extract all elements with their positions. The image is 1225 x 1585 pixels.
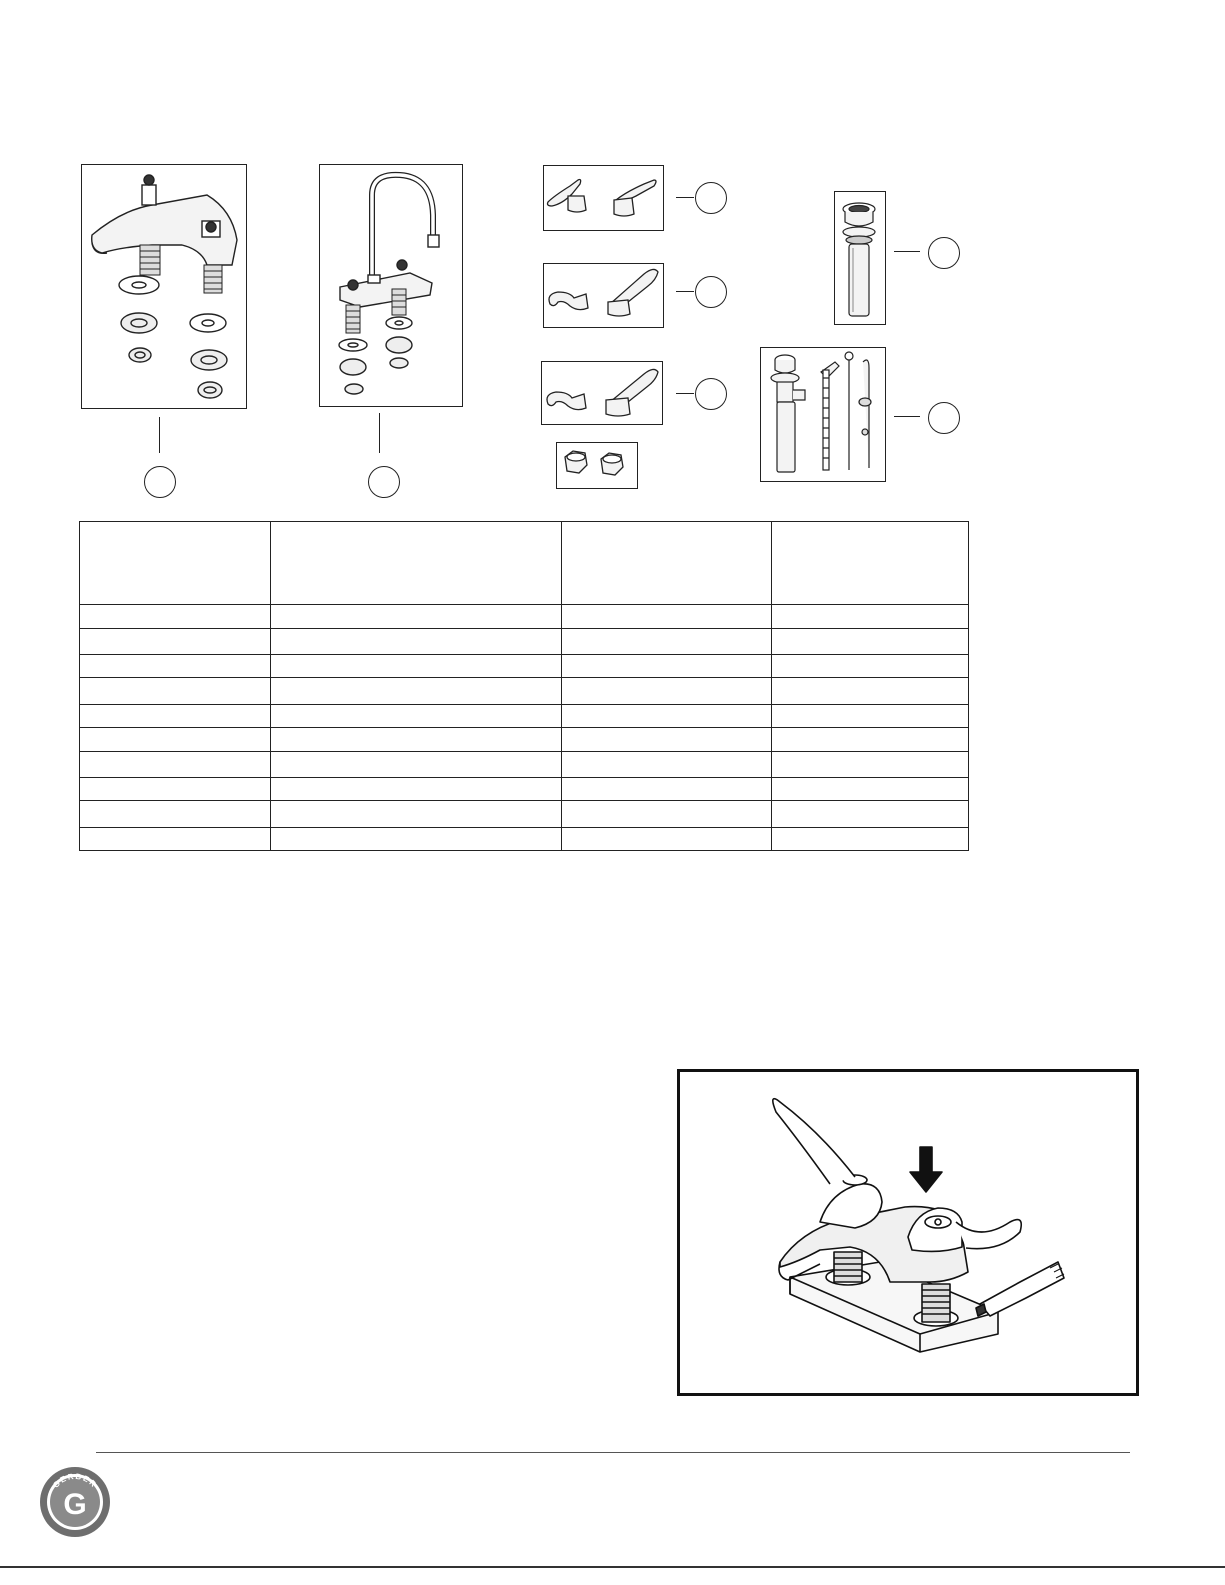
grid-drain-icon	[835, 192, 884, 323]
table-cell	[80, 778, 271, 801]
leader-line	[676, 291, 694, 292]
callout-circle	[695, 378, 727, 410]
coupling-nuts-panel	[556, 442, 638, 489]
leader-line	[894, 416, 920, 417]
faucet-assembly-panel	[81, 164, 247, 409]
leader-line	[379, 413, 380, 453]
leader-line	[159, 417, 160, 453]
logo-text: GERBER	[51, 1471, 99, 1490]
parts-table	[79, 521, 969, 851]
table-cell	[80, 629, 271, 655]
table-row	[80, 778, 969, 801]
gooseneck-faucet-panel	[319, 164, 463, 407]
table-cell	[80, 705, 271, 728]
wrist-blade-long-panel	[541, 361, 663, 425]
table-cell	[562, 605, 772, 629]
pop-up-drain-icon	[761, 348, 884, 480]
wrist-blade-handles-icon	[542, 362, 661, 423]
leader-line	[676, 197, 694, 198]
callout-circle	[928, 402, 960, 434]
table-cell	[80, 828, 271, 851]
table-cell	[772, 728, 969, 752]
lever-handles-icon	[544, 166, 662, 229]
table-cell	[271, 605, 562, 629]
table-cell	[562, 655, 772, 678]
table-cell	[772, 655, 969, 678]
table-cell	[772, 801, 969, 828]
table-row	[80, 801, 969, 828]
table-cell	[271, 828, 562, 851]
logo-letter: G	[63, 1488, 87, 1521]
table-row	[80, 705, 969, 728]
callout-circle	[695, 276, 727, 308]
table-cell	[562, 629, 772, 655]
table-cell	[80, 752, 271, 778]
lever-handles-panel	[543, 165, 664, 231]
table-cell	[80, 605, 271, 629]
table-row	[80, 728, 969, 752]
table-cell	[772, 629, 969, 655]
page-bottom-rule	[0, 1566, 1225, 1568]
table-row	[80, 828, 969, 851]
table-cell	[271, 522, 562, 605]
callout-circle	[368, 466, 400, 498]
wrist-blade-handles-icon	[544, 264, 662, 326]
table-cell	[80, 728, 271, 752]
table-cell	[562, 728, 772, 752]
table-cell	[271, 678, 562, 705]
leader-line	[676, 393, 694, 394]
table-cell	[772, 778, 969, 801]
table-cell	[271, 629, 562, 655]
table-cell	[562, 522, 772, 605]
table-row	[80, 752, 969, 778]
table-cell	[80, 801, 271, 828]
gooseneck-faucet-icon	[320, 165, 461, 405]
hex-nuts-icon	[557, 443, 636, 487]
gerber-logo-icon	[38, 1465, 112, 1539]
callout-circle	[144, 466, 176, 498]
table-cell	[271, 801, 562, 828]
table-cell	[80, 655, 271, 678]
table-cell	[271, 778, 562, 801]
table-cell	[562, 678, 772, 705]
installation-figure	[677, 1069, 1139, 1396]
leader-line	[894, 251, 920, 252]
table-cell	[562, 752, 772, 778]
faucet-assembly-icon	[82, 165, 245, 407]
table-cell	[772, 678, 969, 705]
handle-install-arrow-icon	[680, 1072, 1136, 1393]
table-cell	[562, 828, 772, 851]
table-cell	[772, 605, 969, 629]
table-cell	[271, 728, 562, 752]
table-row	[80, 655, 969, 678]
table-cell	[271, 752, 562, 778]
grid-drain-panel	[834, 191, 886, 325]
table-cell	[271, 655, 562, 678]
table-cell	[772, 828, 969, 851]
table-cell	[772, 705, 969, 728]
table-row	[80, 678, 969, 705]
table-row	[80, 629, 969, 655]
table-cell	[80, 678, 271, 705]
footer-divider	[96, 1452, 1130, 1453]
wrist-blade-handles-panel	[543, 263, 664, 328]
table-cell	[80, 522, 271, 605]
pop-up-drain-panel	[760, 347, 886, 482]
table-cell	[772, 752, 969, 778]
table-row	[80, 605, 969, 629]
gerber-logo	[38, 1465, 112, 1539]
table-cell	[562, 778, 772, 801]
callout-circle	[695, 182, 727, 214]
callout-circle	[928, 237, 960, 269]
table-header-row	[80, 522, 969, 605]
table-cell	[562, 705, 772, 728]
table-cell	[562, 801, 772, 828]
table-cell	[271, 705, 562, 728]
table-cell	[772, 522, 969, 605]
